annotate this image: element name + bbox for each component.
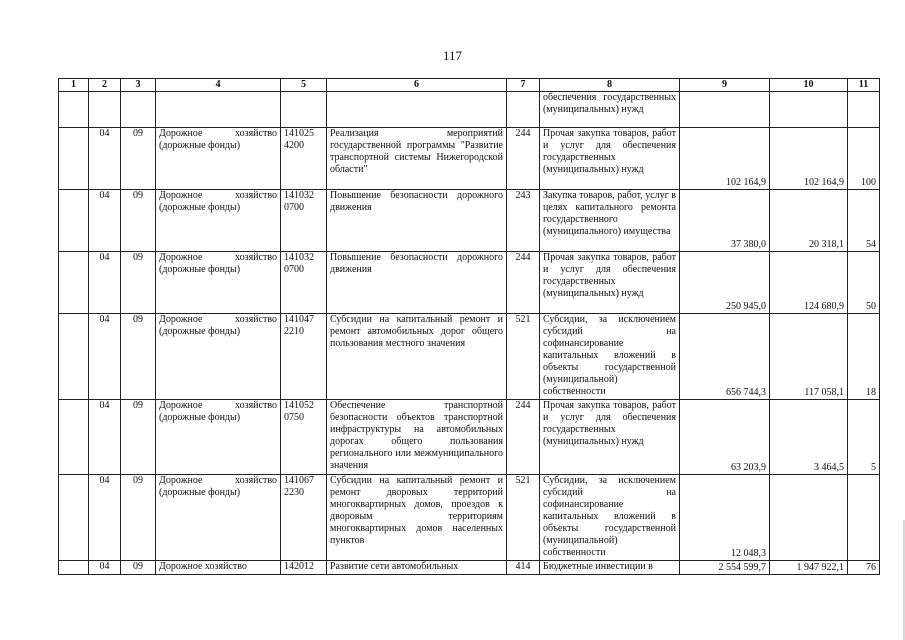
- cell: 04: [89, 252, 121, 314]
- cell: Дорожное хозяйство (дорожные фонды): [156, 400, 281, 475]
- col-header: 10: [770, 79, 848, 92]
- cell: 414: [507, 561, 540, 575]
- cell: [59, 475, 89, 561]
- cell: Дорожное хозяйство (дорожные фонды): [156, 128, 281, 190]
- cell: 04: [89, 190, 121, 252]
- cell: 04: [89, 314, 121, 400]
- cell: Дорожное хозяйство: [156, 561, 281, 575]
- cell: 12 048,3: [680, 475, 770, 561]
- col-header: 6: [327, 79, 507, 92]
- cell: [59, 400, 89, 475]
- cell: 63 203,9: [680, 400, 770, 475]
- cell: [327, 92, 507, 128]
- cell: 37 380,0: [680, 190, 770, 252]
- col-header: 4: [156, 79, 281, 92]
- table-header-row: [59, 79, 880, 92]
- cell: 102 164,9: [680, 128, 770, 190]
- cell: [770, 475, 848, 561]
- budget-table: [58, 78, 880, 575]
- cell: Субсидии на капитальный ремонт и ремонт автомобильных дорог общего пользования местного значения: [327, 314, 507, 400]
- cell: 100: [848, 128, 880, 190]
- cell: 18: [848, 314, 880, 400]
- cell: 09: [121, 190, 156, 252]
- cell: Дорожное хозяйство (дорожные фонды): [156, 475, 281, 561]
- col-header: 5: [281, 79, 327, 92]
- cell: 243: [507, 190, 540, 252]
- cell: 04: [89, 475, 121, 561]
- col-header: 9: [680, 79, 770, 92]
- table-row: [59, 475, 880, 561]
- cell: Дорожное хозяйство (дорожные фонды): [156, 314, 281, 400]
- cell: 09: [121, 128, 156, 190]
- cell: 102 164,9: [770, 128, 848, 190]
- cell: 09: [121, 314, 156, 400]
- cell: 09: [121, 561, 156, 575]
- cell: 244: [507, 252, 540, 314]
- cell: 141067 2230: [281, 475, 327, 561]
- cell: Повышение безопасности дорожного движения: [327, 252, 507, 314]
- cell: 20 318,1: [770, 190, 848, 252]
- table-row: [59, 252, 880, 314]
- col-header: 7: [507, 79, 540, 92]
- cell: [89, 92, 121, 128]
- table-row: [59, 561, 880, 575]
- cell: 656 744,3: [680, 314, 770, 400]
- table-row: [59, 400, 880, 475]
- cell: 142012: [281, 561, 327, 575]
- col-header: 1: [59, 79, 89, 92]
- cell: 04: [89, 400, 121, 475]
- cell: 124 680,9: [770, 252, 848, 314]
- table-row: [59, 314, 880, 400]
- cell: Реализация мероприятий государственной программы "Развитие транспортной системы Нижегородской области": [327, 128, 507, 190]
- cell: [507, 92, 540, 128]
- cell: Закупка товаров, работ, услуг в целях капитального ремонта государственного (муниципального) имущества: [540, 190, 680, 252]
- cell: Дорожное хозяйство (дорожные фонды): [156, 252, 281, 314]
- cell: [680, 92, 770, 128]
- cell: 141032 0700: [281, 252, 327, 314]
- cell: 244: [507, 128, 540, 190]
- cell: Повышение безопасности дорожного движения: [327, 190, 507, 252]
- cell: Прочая закупка товаров, работ и услуг для обеспечения государственных (муниципальных) нужд: [540, 400, 680, 475]
- cell: [59, 128, 89, 190]
- col-header: 8: [540, 79, 680, 92]
- cell: 117 058,1: [770, 314, 848, 400]
- cell: [59, 252, 89, 314]
- col-header: 2: [89, 79, 121, 92]
- cell: 3 464,5: [770, 400, 848, 475]
- cell: [59, 561, 89, 575]
- cell: Субсидии, за исключением субсидий на софинансирование капитальных вложений в объекты государственной (муниципальной) собственности: [540, 314, 680, 400]
- cell: 521: [507, 475, 540, 561]
- cell: 76: [848, 561, 880, 575]
- cell: Обеспечение транспортной безопасности объектов транспортной инфраструктуры на автомобильных дорогах общего пользования регионального или межмуниципального значения: [327, 400, 507, 475]
- cell: Прочая закупка товаров, работ и услуг для обеспечения государственных (муниципальных) нужд: [540, 252, 680, 314]
- cell: 141052 0750: [281, 400, 327, 475]
- cell: 09: [121, 252, 156, 314]
- page-number: 117: [442, 48, 463, 63]
- cell: Развитие сети автомобильных: [327, 561, 507, 575]
- cell: [156, 92, 281, 128]
- cell: 244: [507, 400, 540, 475]
- cell: [59, 92, 89, 128]
- cell: [59, 190, 89, 252]
- table-row: [59, 128, 880, 190]
- table-row: [59, 92, 880, 128]
- cell: Дорожное хозяйство (дорожные фонды): [156, 190, 281, 252]
- cell: 521: [507, 314, 540, 400]
- table-row: [59, 190, 880, 252]
- cell: 141025 4200: [281, 128, 327, 190]
- cell: 04: [89, 561, 121, 575]
- cell: обеспечения государственных (муниципальных) нужд: [540, 92, 680, 128]
- cell: [848, 475, 880, 561]
- cell: 250 945,0: [680, 252, 770, 314]
- cell: 09: [121, 400, 156, 475]
- cell: 5: [848, 400, 880, 475]
- col-header: 11: [848, 79, 880, 92]
- cell: Субсидии на капитальный ремонт и ремонт дворовых территорий многоквартирных домов, проездов к дворовым территориям многоквартирных домов населенных пунктов: [327, 475, 507, 561]
- cell: [281, 92, 327, 128]
- cell: 50: [848, 252, 880, 314]
- cell: 09: [121, 475, 156, 561]
- cell: 141047 2210: [281, 314, 327, 400]
- cell: [59, 314, 89, 400]
- cell: [770, 92, 848, 128]
- cell: 04: [89, 128, 121, 190]
- col-header: 3: [121, 79, 156, 92]
- cell: 141032 0700: [281, 190, 327, 252]
- cell: Бюджетные инвестиции в: [540, 561, 680, 575]
- cell: [121, 92, 156, 128]
- cell: 2 554 599,7: [680, 561, 770, 575]
- cell: 54: [848, 190, 880, 252]
- cell: Прочая закупка товаров, работ и услуг для обеспечения государственных (муниципальных) нужд: [540, 128, 680, 190]
- cell: Субсидии, за исключением субсидий на софинансирование капитальных вложений в объекты государственной (муниципальной) собственности: [540, 475, 680, 561]
- cell: [848, 92, 880, 128]
- cell: 1 947 922,1: [770, 561, 848, 575]
